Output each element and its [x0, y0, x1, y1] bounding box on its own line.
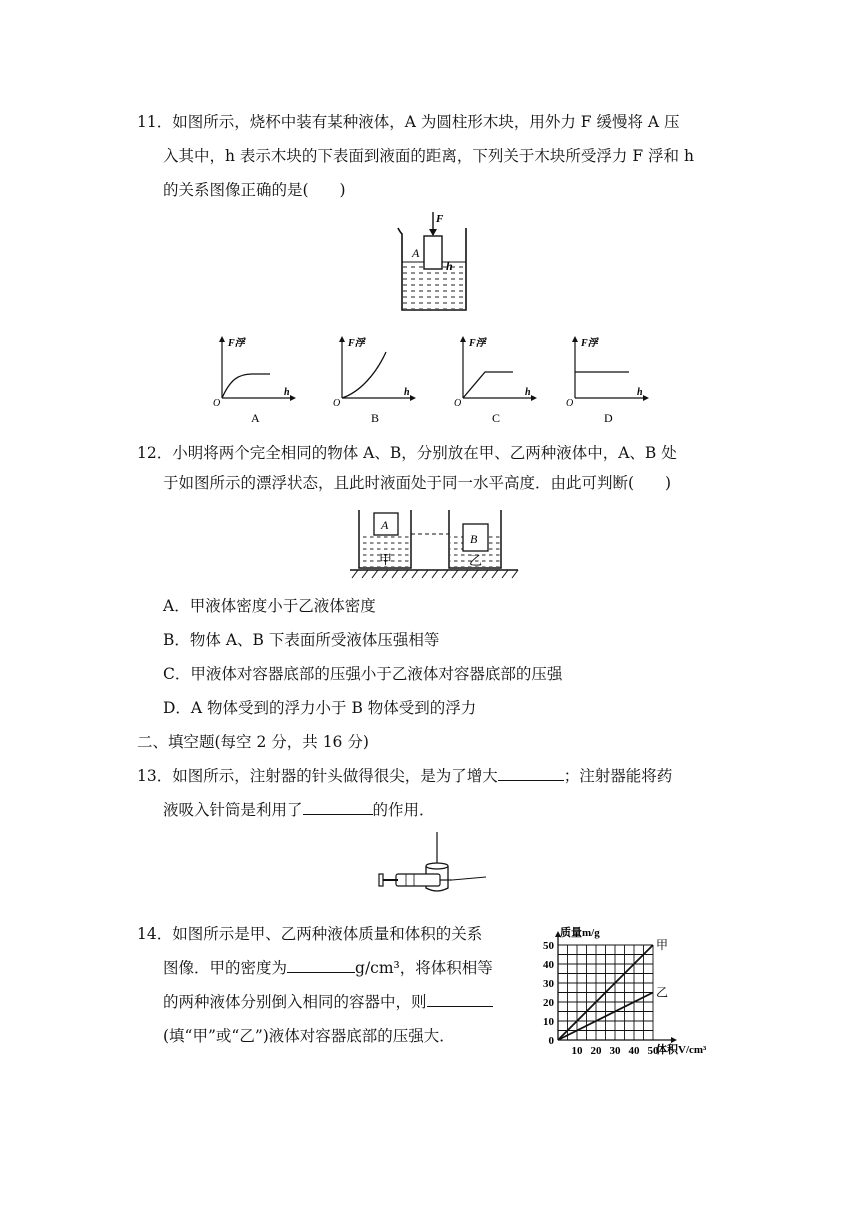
q13-line-2 [163, 800, 435, 820]
axis-x-label: h [284, 387, 290, 398]
q12-choice-b: B．物体 A、B 下表面所受液体压强相等 [163, 631, 440, 649]
axis-y-label: F浮 [228, 338, 245, 349]
q14-line-2 [163, 958, 493, 978]
x-axis-arrow [671, 1037, 677, 1043]
q12-choice-d: D．A 物体受到的浮力小于 B 物体受到的浮力 [163, 699, 477, 717]
x-tick-label: 50 [647, 1045, 659, 1057]
x-tick-label: 20 [590, 1045, 602, 1057]
label-liquid-b: 乙 [469, 553, 483, 568]
option-graph-b [330, 334, 420, 426]
x-tick-label: 30 [609, 1045, 621, 1057]
q12-line-1: 12．小明将两个完全相同的物体 A、B，分别放在甲、乙两种液体中，A、B 处 [137, 444, 677, 462]
answer-blank-2[interactable] [303, 800, 373, 815]
q14-line-4: (填“甲”或“乙”)液体对容器底部的压强大． [163, 1027, 455, 1045]
q12-choice-a: A．甲液体密度小于乙液体密度 [163, 597, 376, 615]
x-tick-label: 40 [628, 1045, 640, 1057]
q11-line-1: 11．如图所示，烧杯中装有某种液体，A 为圆柱形木块，用外力 F 缓慢将 A 压 [137, 113, 680, 131]
q14-text-2b: g/cm³，将体积相等 [355, 959, 493, 977]
chart-series [558, 938, 668, 1040]
label-depth: h [446, 259, 453, 273]
label-force: F [436, 213, 444, 225]
q14-text-3a: 的两种液体分别倒入相同的容器中，则 [163, 993, 427, 1011]
mass-volume-chart [538, 920, 728, 1066]
chart-x-label: 体积V/cm³ [656, 1044, 707, 1056]
label-block-a: A [381, 518, 389, 532]
option-graph-d [563, 334, 653, 426]
q11-line-2: 入其中，h 表示木块的下表面到液面的距离，下列关于木块所受浮力 F 浮和 h [163, 147, 694, 165]
option-label-d: D [604, 411, 613, 425]
chart-y-label: 质量m/g [560, 927, 600, 939]
axis-x-label: h [525, 387, 531, 398]
series-label-1: 甲 [656, 938, 669, 952]
section-heading: 二、填空题(每空 2 分，共 16 分) [137, 733, 369, 751]
option-label-a: A [251, 411, 260, 425]
axis-y-label: F浮 [581, 338, 598, 349]
y-tick-label: 40 [543, 959, 554, 971]
q14-line-1: 14．如图所示是甲、乙两种液体质量和体积的关系 [137, 925, 483, 943]
q14-text-2a: 图像．甲的密度为 [163, 959, 288, 977]
q13-text-2b: 的作用． [372, 801, 435, 819]
option-graph-c [451, 334, 541, 426]
q13-text-2a: 液吸入针筒是利用了 [163, 801, 303, 819]
answer-blank-1[interactable] [498, 766, 564, 781]
label-liquid-a: 甲 [379, 552, 393, 567]
label-block-b: B [470, 532, 478, 546]
wood-block-a [424, 236, 442, 269]
q14-line-3 [163, 992, 493, 1012]
origin-label: O [213, 398, 221, 409]
q12-line-2: 于如图所示的漂浮状态，且此时液面处于同一水平高度．由此可判断( ) [163, 474, 672, 492]
q13-line-1 [137, 766, 672, 786]
answer-blank-4[interactable] [427, 992, 493, 1007]
label-block: A [412, 246, 420, 260]
q13-text-1b: ；注射器能将药 [563, 767, 673, 785]
containers-figure [348, 504, 520, 580]
option-label-b: B [371, 411, 380, 425]
option-graph-a [210, 334, 300, 426]
axis-y-label: F浮 [469, 338, 486, 349]
q13-text-1a: 13．如图所示，注射器的针头做得很尖，是为了增大 [137, 767, 498, 785]
x-tick-label: 10 [571, 1045, 583, 1057]
axis-x-label: h [404, 387, 410, 398]
axis-y-label: F浮 [348, 338, 365, 349]
syringe-figure [376, 830, 490, 896]
answer-blank-3[interactable] [287, 958, 355, 973]
axis-x-label: h [637, 387, 643, 398]
series-label-2: 乙 [656, 985, 669, 1000]
origin-label: O [566, 398, 574, 409]
y-tick-label: 0 [548, 1035, 554, 1047]
y-tick-label: 20 [543, 997, 554, 1009]
origin-label: O [454, 398, 462, 409]
y-tick-label: 50 [543, 940, 554, 952]
origin-label: O [333, 398, 341, 409]
y-tick-label: 10 [543, 1016, 554, 1028]
option-label-c: C [492, 411, 501, 425]
q12-choice-c: C．甲液体对容器底部的压强小于乙液体对容器底部的压强 [163, 665, 563, 683]
beaker-figure [394, 210, 474, 316]
y-tick-label: 30 [543, 978, 554, 990]
syringe-barrel [396, 874, 440, 886]
q11-line-3: 的关系图像正确的是( ) [163, 181, 346, 199]
